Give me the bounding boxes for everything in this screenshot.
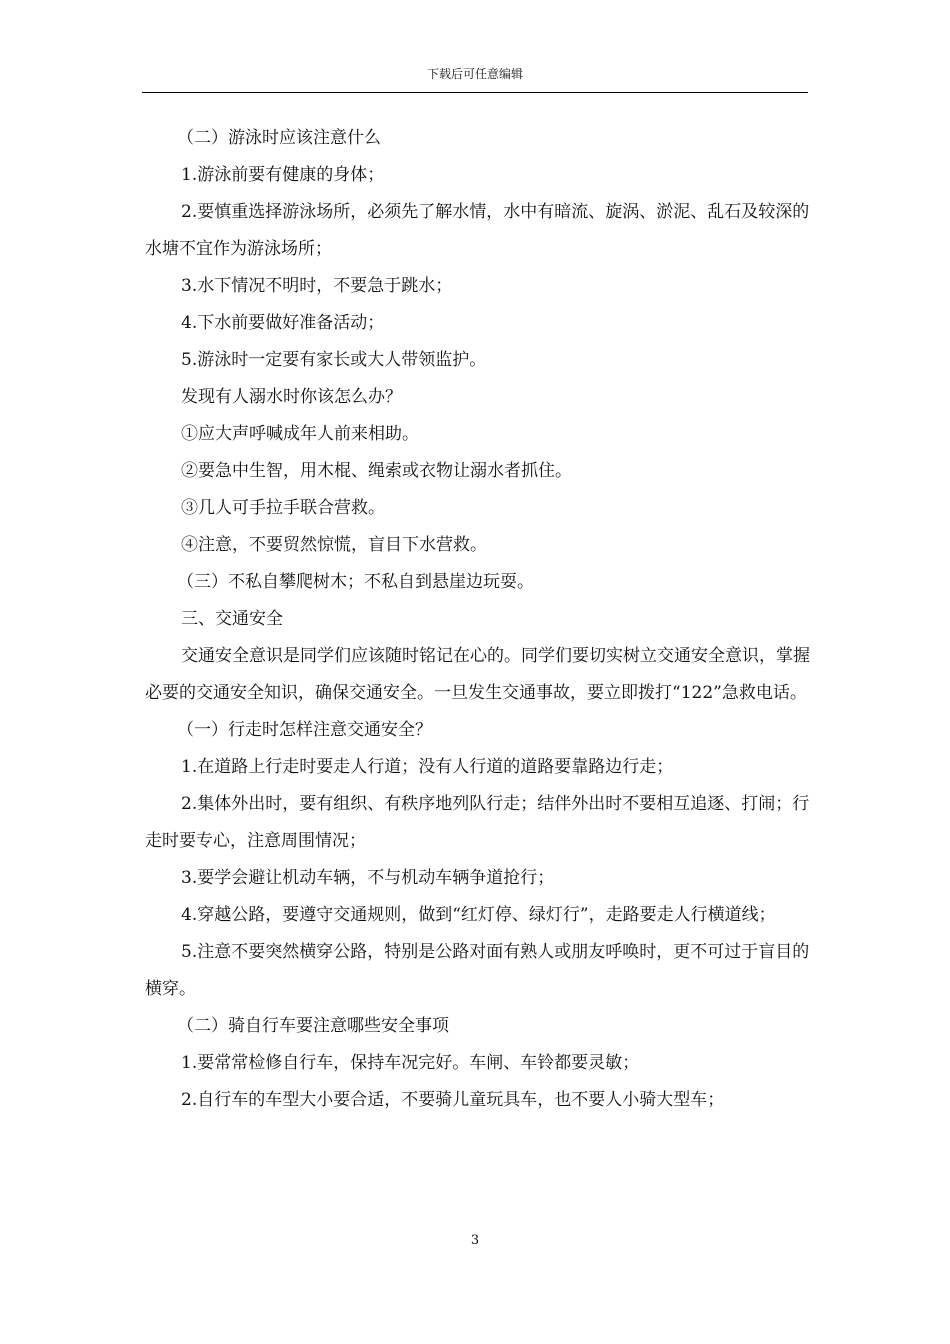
list-item: 1.游泳前要有健康的身体； [181,165,385,185]
list-item: 5.注意不要突然横穿公路，特别是公路对面有熟人或朋友呼唤时，更不可过于盲目的横穿。 [145,942,810,999]
list-item: 1.在道路上行走时要走人行道；没有人行道的道路要靠路边行走； [181,757,674,777]
body-paragraph: 交通安全意识是同学们应该随时铭记在心的。同学们要切实树立交通安全意识，掌握必要的交通安全知识，确保交通安全。一旦发生交通事故，要立即拨打“122”急救电话。 [145,646,810,703]
list-item: 4.穿越公路，要遵守交通规则，做到“红灯停、绿灯行”，走路要走人行横道线； [181,905,776,925]
list-item: 2.集体外出时，要有组织、有秩序地列队行走；结伴外出时不要相互追逐、打闹；行走时要专心，注意周围情况； [145,794,810,851]
list-item: ②要急中生智，用木棍、绳索或衣物让溺水者抓住。 [181,461,572,481]
list-item: 5.游泳时一定要有家长或大人带领监护。 [181,350,487,370]
list-item: 4.下水前要做好准备活动； [181,313,385,333]
list-item: 2.自行车的车型大小要合适，不要骑儿童玩具车，也不要人小骑大型车； [181,1090,725,1110]
list-item: ③几人可手拉手联合营救。 [181,498,385,518]
question-heading: 发现有人溺水时你该怎么办？ [181,387,402,407]
list-item: 1.要常常检修自行车，保持车况完好。车闸、车铃都要灵敏； [181,1053,640,1073]
list-item: 2.要慎重选择游泳场所，必须先了解水情，水中有暗流、旋涡、淤泥、乱石及较深的水塘不宜作为游泳场所； [145,202,810,259]
header-divider [142,92,808,93]
document-body [145,120,810,1119]
list-item: ①应大声呼喊成年人前来相助。 [181,424,419,444]
subheading-swimming: （二）游泳时应该注意什么 [177,128,381,148]
section-heading-traffic: 三、交通安全 [181,609,283,629]
subheading-climbing: （三）不私自攀爬树木；不私自到悬崖边玩耍。 [177,572,534,592]
page-number: 3 [470,1233,480,1248]
list-item: ④注意，不要贸然惊慌，盲目下水营救。 [181,535,487,555]
page-header: 下载后可任意编辑 [426,67,523,81]
subheading-cycling: （二）骑自行车要注意哪些安全事项 [177,1016,449,1036]
list-item: 3.水下情况不明时，不要急于跳水； [181,276,453,296]
list-item: 3.要学会避让机动车辆，不与机动车辆争道抢行； [181,868,555,888]
subheading-walking: （一）行走时怎样注意交通安全？ [177,720,432,740]
